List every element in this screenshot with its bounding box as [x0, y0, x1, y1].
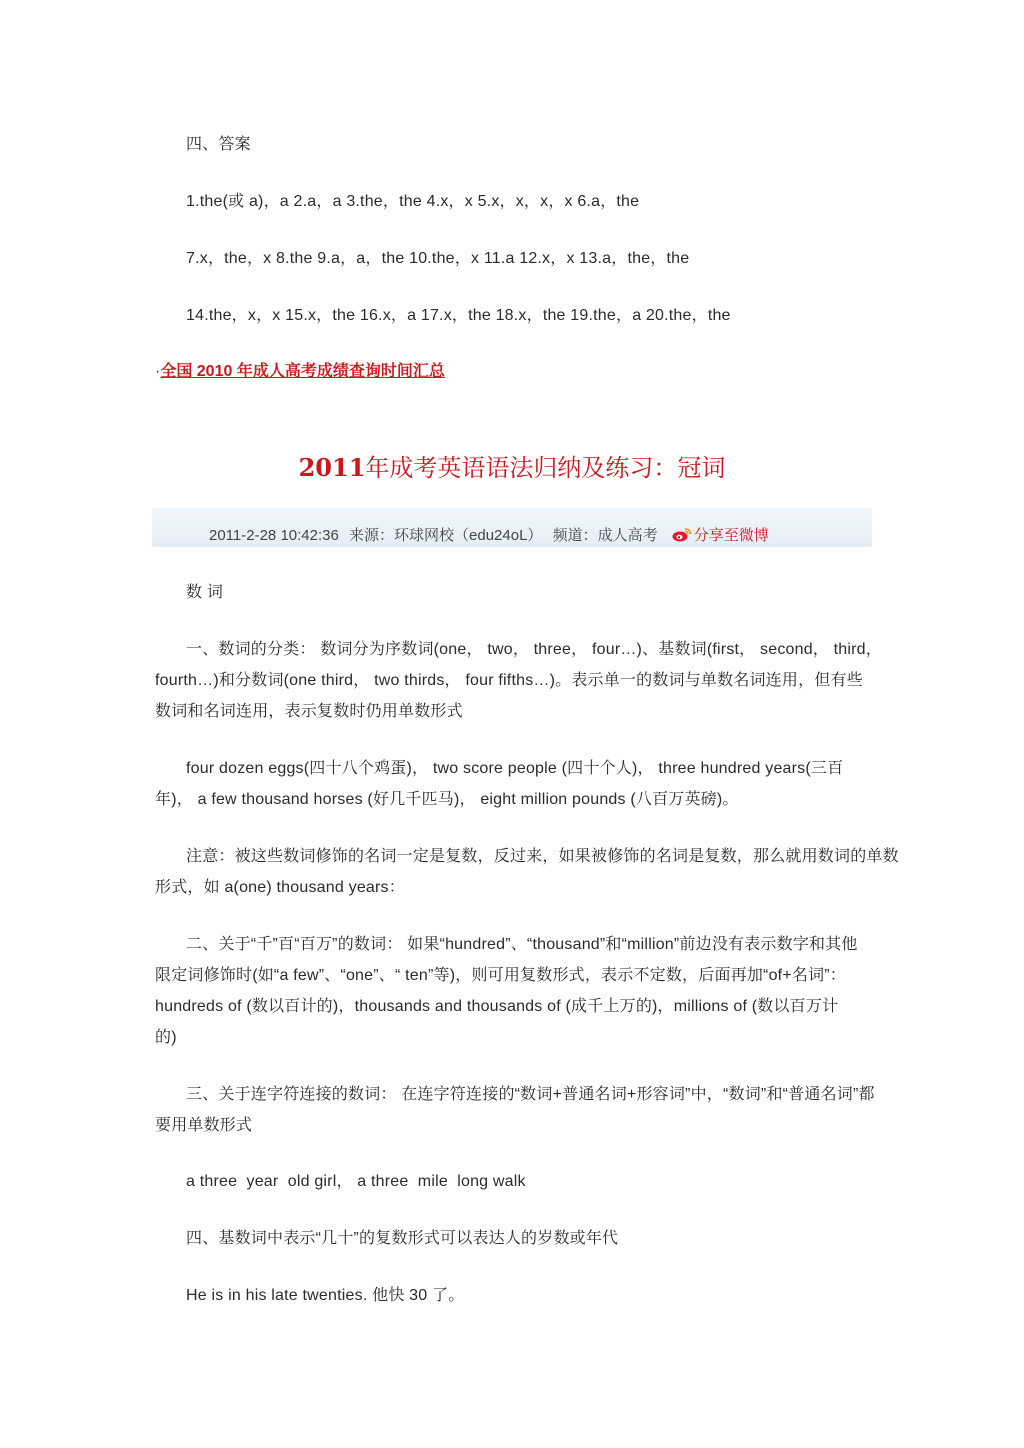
paragraph-line: 要用单数形式 [155, 1117, 253, 1134]
share-weibo-label: 分享至微博 [693, 527, 769, 544]
answers-line: 7.x，the，x 8.the 9.a，a，the 10.the，x 11.a 12.x，x 13.a，the，the [186, 250, 690, 267]
share-weibo-button[interactable] [672, 527, 775, 544]
related-article-link[interactable]: 全国 2010 年成人高考成绩查询时间汇总 [160, 363, 445, 380]
article-meta [209, 527, 781, 545]
related-article [155, 361, 445, 383]
paragraph-line: 的) [155, 1029, 177, 1046]
paragraph-line: 形式，如 a(one) thousand years： [155, 879, 405, 896]
paragraph-line: 四、基数词中表示“几十”的复数形式可以表达人的岁数或年代 [186, 1230, 619, 1247]
section-heading: 数 词 [186, 584, 224, 601]
article-title [0, 452, 1024, 484]
example-line: He is in his late twenties. 他快 30 了。 [186, 1287, 465, 1304]
paragraph-line: 二、关于“千”百“百万”的数词： 如果“hundred”、“thousand”和“million”前边没有表示数字和其他 [186, 936, 858, 953]
publish-datetime: 2011-2-28 10:42:36 [209, 527, 339, 544]
paragraph-line: 年)， a few thousand horses (好几千匹马)， eight million pounds (八百万英磅)。 [155, 791, 739, 808]
answers-line: 14.the，x，x 15.x，the 16.x，a 17.x，the 18.x，the 19.the，a 20.the，the [186, 307, 731, 324]
paragraph-line: 数词和名词连用，表示复数时仍用单数形式 [155, 703, 463, 720]
source: 来源：环球网校（edu24oL） [349, 527, 543, 544]
paragraph-line: 三、关于连字符连接的数词： 在连字符连接的“数词+普通名词+形容词”中，“数词”和“普通名词”都 [186, 1086, 875, 1103]
weibo-icon [672, 527, 692, 542]
paragraph-line: four dozen eggs(四十八个鸡蛋)， two score people (四十个人)， three hundred years(三百 [186, 760, 844, 777]
answers-line: 1.the(或 a)，a 2.a，a 3.the，the 4.x，x 5.x，x，x，x 6.a，the [186, 193, 640, 210]
channel: 频道：成人高考 [552, 527, 658, 544]
paragraph-line: 限定词修饰时(如“a few”、“one”、“ ten”等)，则可用复数形式，表示不定数，后面再加“of+名词”： [155, 967, 846, 984]
example-line: a three year old girl， a three mile long walk [186, 1173, 526, 1190]
title-text: 年成考英语语法归纳及练习：冠词 [365, 454, 726, 482]
bullet: · [155, 363, 161, 380]
paragraph-line: 一、数词的分类： 数词分为序数词(one， two， three， four…)、基数词(first， second， third， [186, 641, 882, 658]
article-meta-bar [152, 508, 872, 547]
answers-heading: 四、答案 [186, 136, 251, 153]
paragraph-line: fourth…)和分数词(one third， two thirds， four fifths…)。表示单一的数词与单数名词连用，但有些 [155, 672, 863, 689]
title-year: 2011 [298, 453, 366, 482]
paragraph-line: hundreds of (数以百计的)，thousands and thousands of (成千上万的)，millions of (数以百万计 [155, 998, 839, 1015]
paragraph-line: 注意：被这些数词修饰的名词一定是复数，反过来，如果被修饰的名词是复数，那么就用数词的单数 [186, 848, 899, 865]
